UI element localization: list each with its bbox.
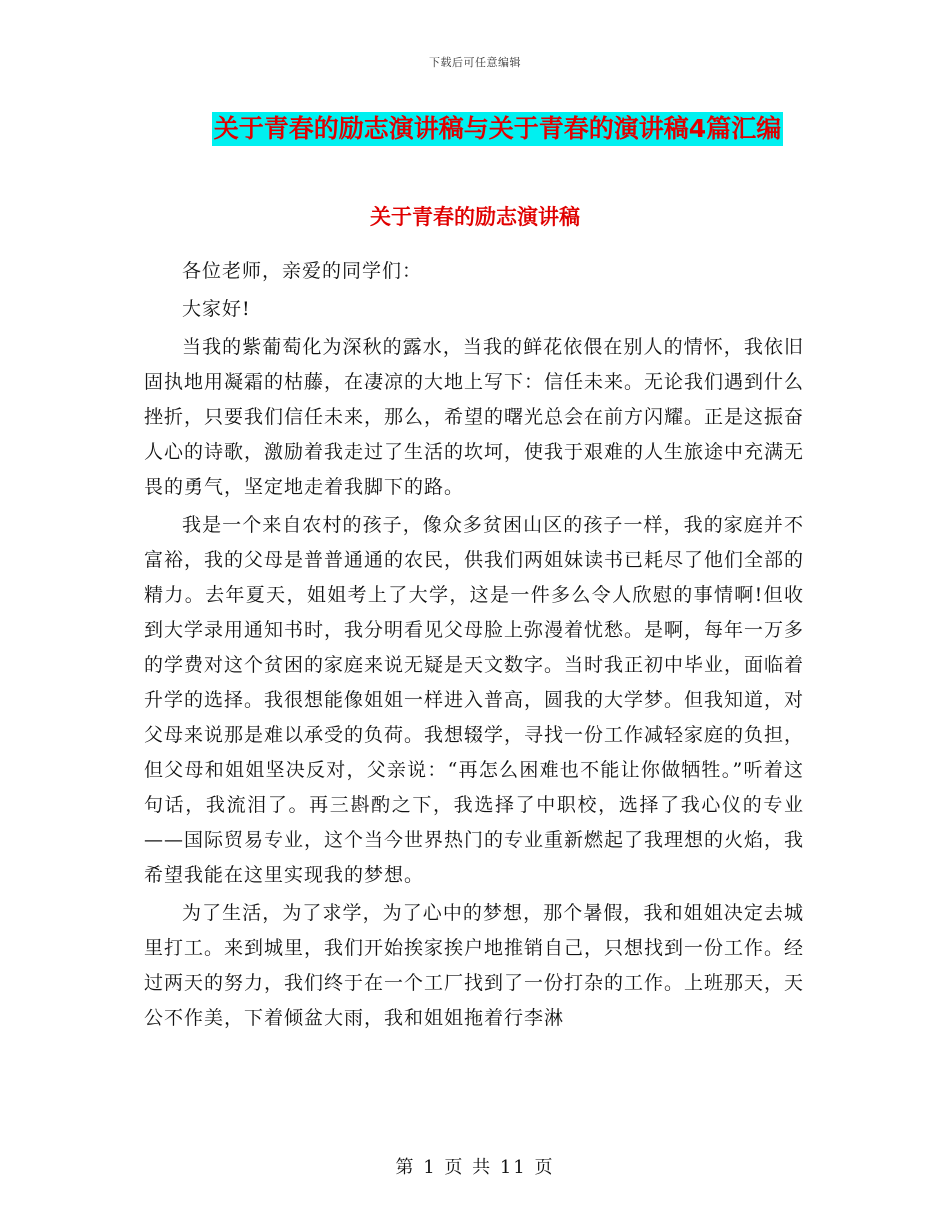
- body-text: [144, 254, 804, 1039]
- paragraph: 当我的紫葡萄化为深秋的露水，当我的鲜花依偎在别人的情怀，我依旧固执地用凝霜的枯藤，在凄凉的大地上写下：信任未来。无论我们遇到什么挫折，只要我们信任未来，那么，希望的曙光总会在前方闪耀。正是这振奋人心的诗歌，激励着我走过了生活的坎坷，使我于艰难的人生旅途中充满无畏的勇气，坚定地走着我脚下的路。: [144, 336, 805, 498]
- paragraph: 为了生活，为了求学，为了心中的梦想，那个暑假，我和姐姐决定去城里打工。来到城里，我们开始挨家挨户地推销自己，只想找到一份工作。经过两天的努力，我们终于在一个工厂找到了一份打杂的工作。上班那天，天公不作美，下着倾盆大雨，我和姐姐拖着行李淋: [144, 902, 805, 1029]
- section-title: 关于青春的励志演讲稿: [370, 205, 580, 229]
- header-note: 下载后可任意编辑: [429, 56, 521, 69]
- document-title: [0, 112, 950, 146]
- paragraph-greeting: 各位老师，亲爱的同学们：: [182, 260, 423, 282]
- page-footer: 第 1 页 共 11 页: [395, 1157, 555, 1178]
- paragraph-hello: 大家好!: [182, 298, 251, 320]
- paragraph: 我是一个来自农村的孩子，像众多贫困山区的孩子一样，我的家庭并不富裕，我的父母是普普通通的农民，供我们两姐妹读书已耗尽了他们全部的精力。去年夏天，姐姐考上了大学，这是一件多么令人欣慰的事情啊!但收到大学录用通知书时，我分明看见父母脸上弥漫着忧愁。是啊，每年一万多的学费对这个贫困的家庭来说无疑是天文数字。当时我正初中毕业，面临着升学的选择。我很想能像姐姐一样进入普高，圆我的大学梦。但我知道，对父母来说那是难以承受的负荷。我想辍学，寻找一份工作减轻家庭的负担，但父母和姐姐坚决反对，父亲说：“再怎么困难也不能让你做牺牲。”听着这句话，我流泪了。再三斟酌之下，我选择了中职校，选择了我心仪的专业——国际贸易专业，这个当今世界热门的专业重新燃起了我理想的火焰，我希望我能在这里实现我的梦想。: [144, 514, 805, 886]
- document-title-text: 关于青春的励志演讲稿与关于青春的演讲稿4篇汇编: [212, 112, 783, 146]
